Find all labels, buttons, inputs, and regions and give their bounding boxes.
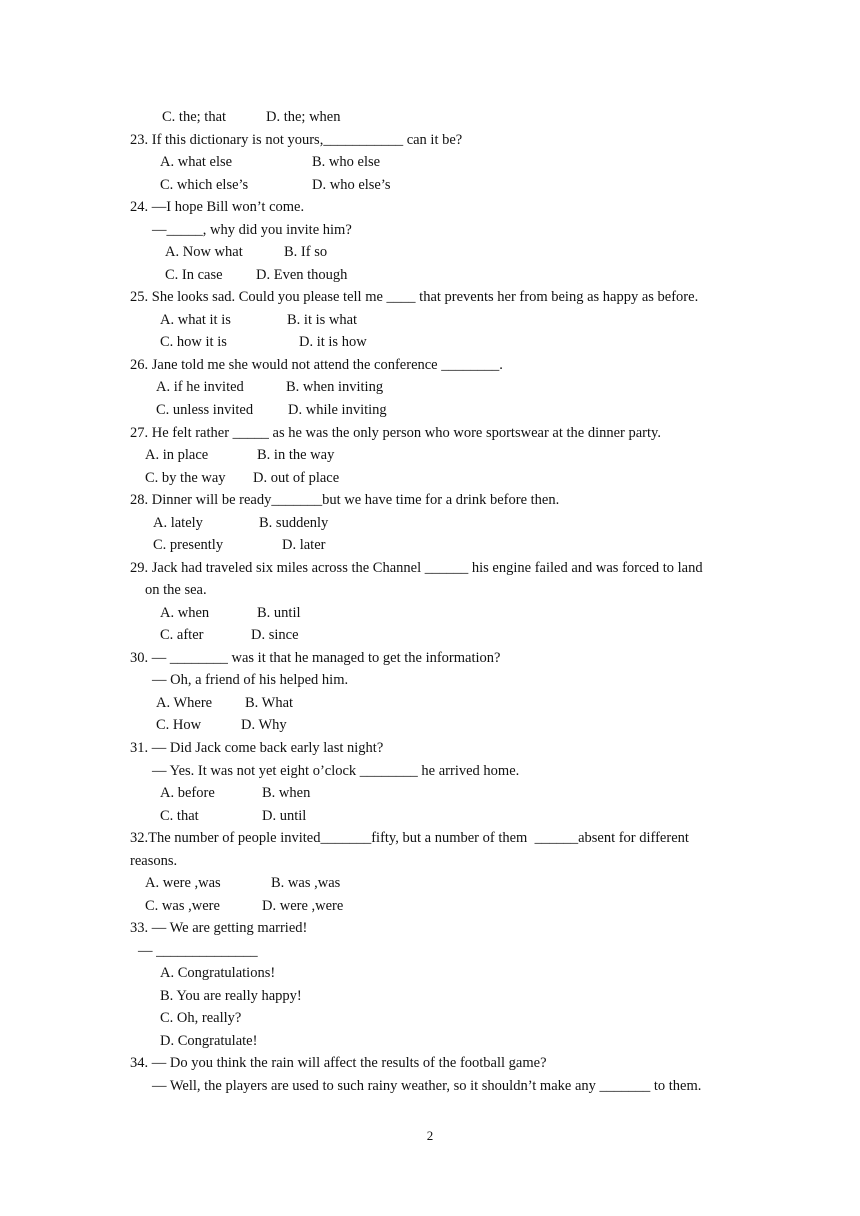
option-b: B. when inviting	[286, 379, 384, 395]
option-a: A. what it is	[160, 312, 231, 328]
option-a: A. if he invited	[156, 379, 244, 395]
option-d: D. since	[251, 627, 299, 643]
option-c: C. In case	[165, 267, 223, 283]
option-b: B. was ,was	[271, 875, 341, 891]
option-a: A. lately	[153, 515, 203, 531]
option-b: B. until	[257, 605, 301, 621]
option-d: D. while inviting	[288, 402, 387, 418]
option-d: D. the; when	[266, 109, 341, 125]
option-a: A. Congratulations!	[160, 965, 276, 981]
question-30: 30. — ________ was it that he managed to get the information?	[130, 650, 501, 666]
option-c: C. presently	[153, 537, 224, 553]
question-27: 27. He felt rather _____ as he was the only person who wore sportswear at the dinner party.	[130, 425, 661, 441]
question-24-reply: —_____, why did you invite him?	[152, 222, 352, 238]
option-d: D. Even though	[256, 267, 348, 283]
question-29: 29. Jack had traveled six miles across the Channel ______ his engine failed and was forced to land	[130, 560, 703, 576]
question-33: 33. — We are getting married!	[130, 920, 308, 936]
option-d: D. who else’s	[312, 177, 391, 193]
option-d: D. it is how	[299, 334, 367, 350]
question-34: 34. — Do you think the rain will affect the results of the football game?	[130, 1055, 547, 1071]
question-33-reply: — ______________	[138, 943, 258, 959]
option-b: B. What	[245, 695, 294, 711]
option-d: D. later	[282, 537, 326, 553]
option-b: B. You are really happy!	[160, 988, 302, 1004]
option-b: B. in the way	[257, 447, 335, 463]
option-c: C. by the way	[145, 470, 226, 486]
option-c: C. after	[160, 627, 204, 643]
question-31-reply: — Yes. It was not yet eight o’clock ________ he arrived home.	[152, 763, 520, 779]
question-32-cont: reasons.	[130, 853, 178, 869]
option-d: D. Congratulate!	[160, 1033, 258, 1049]
option-c: C. unless invited	[156, 402, 254, 418]
option-d: D. until	[262, 808, 307, 824]
question-25: 25. She looks sad. Could you please tell me ____ that prevents her from being as happy as before.	[130, 289, 699, 305]
option-b: B. If so	[284, 244, 328, 260]
question-26: 26. Jane told me she would not attend the conference ________.	[130, 357, 503, 373]
question-34-reply: — Well, the players are used to such rainy weather, so it shouldn’t make any _______ to them.	[152, 1078, 702, 1094]
question-28: 28. Dinner will be ready_______but we have time for a drink before then.	[130, 492, 560, 508]
option-a: A. when	[160, 605, 210, 621]
option-d: D. out of place	[253, 470, 340, 486]
option-a: A. Now what	[165, 244, 243, 260]
page-number: 2	[426, 1128, 434, 1143]
option-a: A. in place	[145, 447, 209, 463]
option-c: C. How	[156, 717, 202, 733]
question-31: 31. — Did Jack come back early last night?	[130, 740, 384, 756]
question-30-reply: — Oh, a friend of his helped him.	[152, 672, 349, 688]
option-d: D. were ,were	[262, 898, 344, 914]
option-b: B. it is what	[287, 312, 358, 328]
question-24: 24. —I hope Bill won’t come.	[130, 199, 305, 215]
option-c: C. how it is	[160, 334, 227, 350]
option-b: B. suddenly	[259, 515, 329, 531]
option-c: C. that	[160, 808, 199, 824]
question-32: 32.The number of people invited_______fifty, but a number of them ______absent for different	[130, 830, 689, 846]
option-a: A. Where	[156, 695, 213, 711]
option-a: A. were ,was	[145, 875, 221, 891]
option-c: C. which else’s	[160, 177, 249, 193]
option-c: C. Oh, really?	[160, 1010, 242, 1026]
option-c: C. the; that	[162, 109, 227, 125]
option-d: D. Why	[241, 717, 287, 733]
question-29-cont: on the sea.	[145, 582, 207, 598]
option-b: B. when	[262, 785, 311, 801]
question-23: 23. If this dictionary is not yours,___________ can it be?	[130, 132, 463, 148]
option-a: A. what else	[160, 154, 233, 170]
option-a: A. before	[160, 785, 215, 801]
option-b: B. who else	[312, 154, 381, 170]
option-c: C. was ,were	[145, 898, 220, 914]
